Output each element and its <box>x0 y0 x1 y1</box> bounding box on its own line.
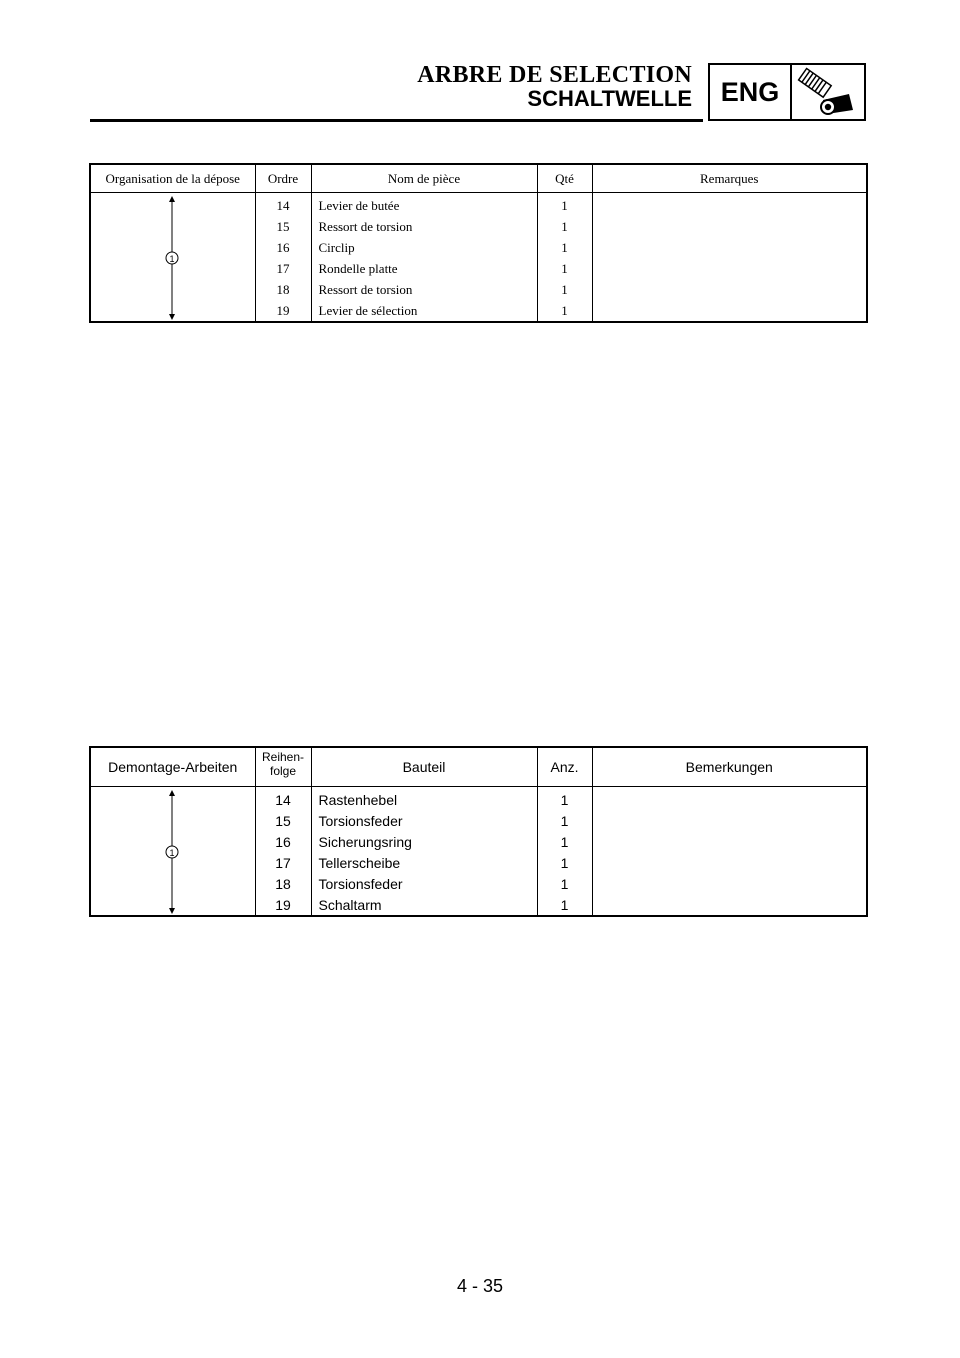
section-tab <box>708 63 866 121</box>
header-removal-group: Organisation de la dépose <box>90 164 255 193</box>
header-removal-group: Demontage-Arbeiten <box>90 747 255 787</box>
order-cell: 15 <box>255 810 311 831</box>
order-cell: 16 <box>255 237 311 258</box>
group-marker: 1 <box>169 848 175 858</box>
table-row <box>90 193 867 217</box>
order-cell: 18 <box>255 279 311 300</box>
removal-group-cell <box>90 193 255 323</box>
group-marker: 1 <box>169 254 175 264</box>
engine-bolt-icon <box>792 65 864 119</box>
header-part-name: Bauteil <box>311 747 537 787</box>
qty-cell: 1 <box>537 852 592 873</box>
qty-cell: 1 <box>537 787 592 811</box>
group-bracket-arrow <box>91 789 256 915</box>
header-order: Ordre <box>255 164 311 193</box>
group-bracket-arrow <box>91 195 256 321</box>
part-cell: Ressort de torsion <box>311 216 537 237</box>
part-cell: Schaltarm <box>311 894 537 916</box>
order-cell: 17 <box>255 852 311 873</box>
header-order-line1: Reihen- <box>261 750 305 764</box>
section-tag-label: ENG <box>710 65 792 119</box>
part-cell: Tellerscheibe <box>311 852 537 873</box>
order-cell: 14 <box>255 787 311 811</box>
qty-cell: 1 <box>537 237 592 258</box>
part-cell: Rondelle platte <box>311 258 537 279</box>
header-order <box>255 747 311 787</box>
qty-cell: 1 <box>537 300 592 322</box>
header-order-line2: folge <box>269 764 297 778</box>
order-cell: 17 <box>255 258 311 279</box>
parts-table-german <box>89 746 868 917</box>
header-qty: Anz. <box>537 747 592 787</box>
parts-table-french <box>89 163 868 323</box>
order-cell: 14 <box>255 193 311 217</box>
order-cell: 15 <box>255 216 311 237</box>
remarks-cell <box>592 193 867 323</box>
header-remarks: Remarques <box>592 164 867 193</box>
part-cell: Levier de butée <box>311 193 537 217</box>
removal-group-cell <box>90 787 255 917</box>
table-header-row <box>90 164 867 193</box>
qty-cell: 1 <box>537 193 592 217</box>
order-cell: 19 <box>255 300 311 322</box>
page-title-german: SCHALTWELLE <box>527 86 692 111</box>
page-number: 4 - 35 <box>456 1276 504 1296</box>
page-title-french: ARBRE DE SELECTION <box>417 62 692 88</box>
part-cell: Circlip <box>311 237 537 258</box>
qty-cell: 1 <box>537 258 592 279</box>
header-remarks: Bemerkungen <box>592 747 867 787</box>
qty-cell: 1 <box>537 810 592 831</box>
qty-cell: 1 <box>537 831 592 852</box>
header-qty: Qté <box>537 164 592 193</box>
part-cell: Torsionsfeder <box>311 810 537 831</box>
order-cell: 16 <box>255 831 311 852</box>
remarks-cell <box>592 787 867 917</box>
qty-cell: 1 <box>537 216 592 237</box>
order-cell: 19 <box>255 894 311 916</box>
header-rule <box>90 119 703 122</box>
table-header-row <box>90 747 867 787</box>
qty-cell: 1 <box>537 873 592 894</box>
part-cell: Sicherungsring <box>311 831 537 852</box>
table-row <box>90 787 867 811</box>
part-cell: Rastenhebel <box>311 787 537 811</box>
order-cell: 18 <box>255 873 311 894</box>
part-cell: Torsionsfeder <box>311 873 537 894</box>
header-part-name: Nom de pièce <box>311 164 537 193</box>
part-cell: Ressort de torsion <box>311 279 537 300</box>
part-cell: Levier de sélection <box>311 300 537 322</box>
qty-cell: 1 <box>537 894 592 916</box>
qty-cell: 1 <box>537 279 592 300</box>
